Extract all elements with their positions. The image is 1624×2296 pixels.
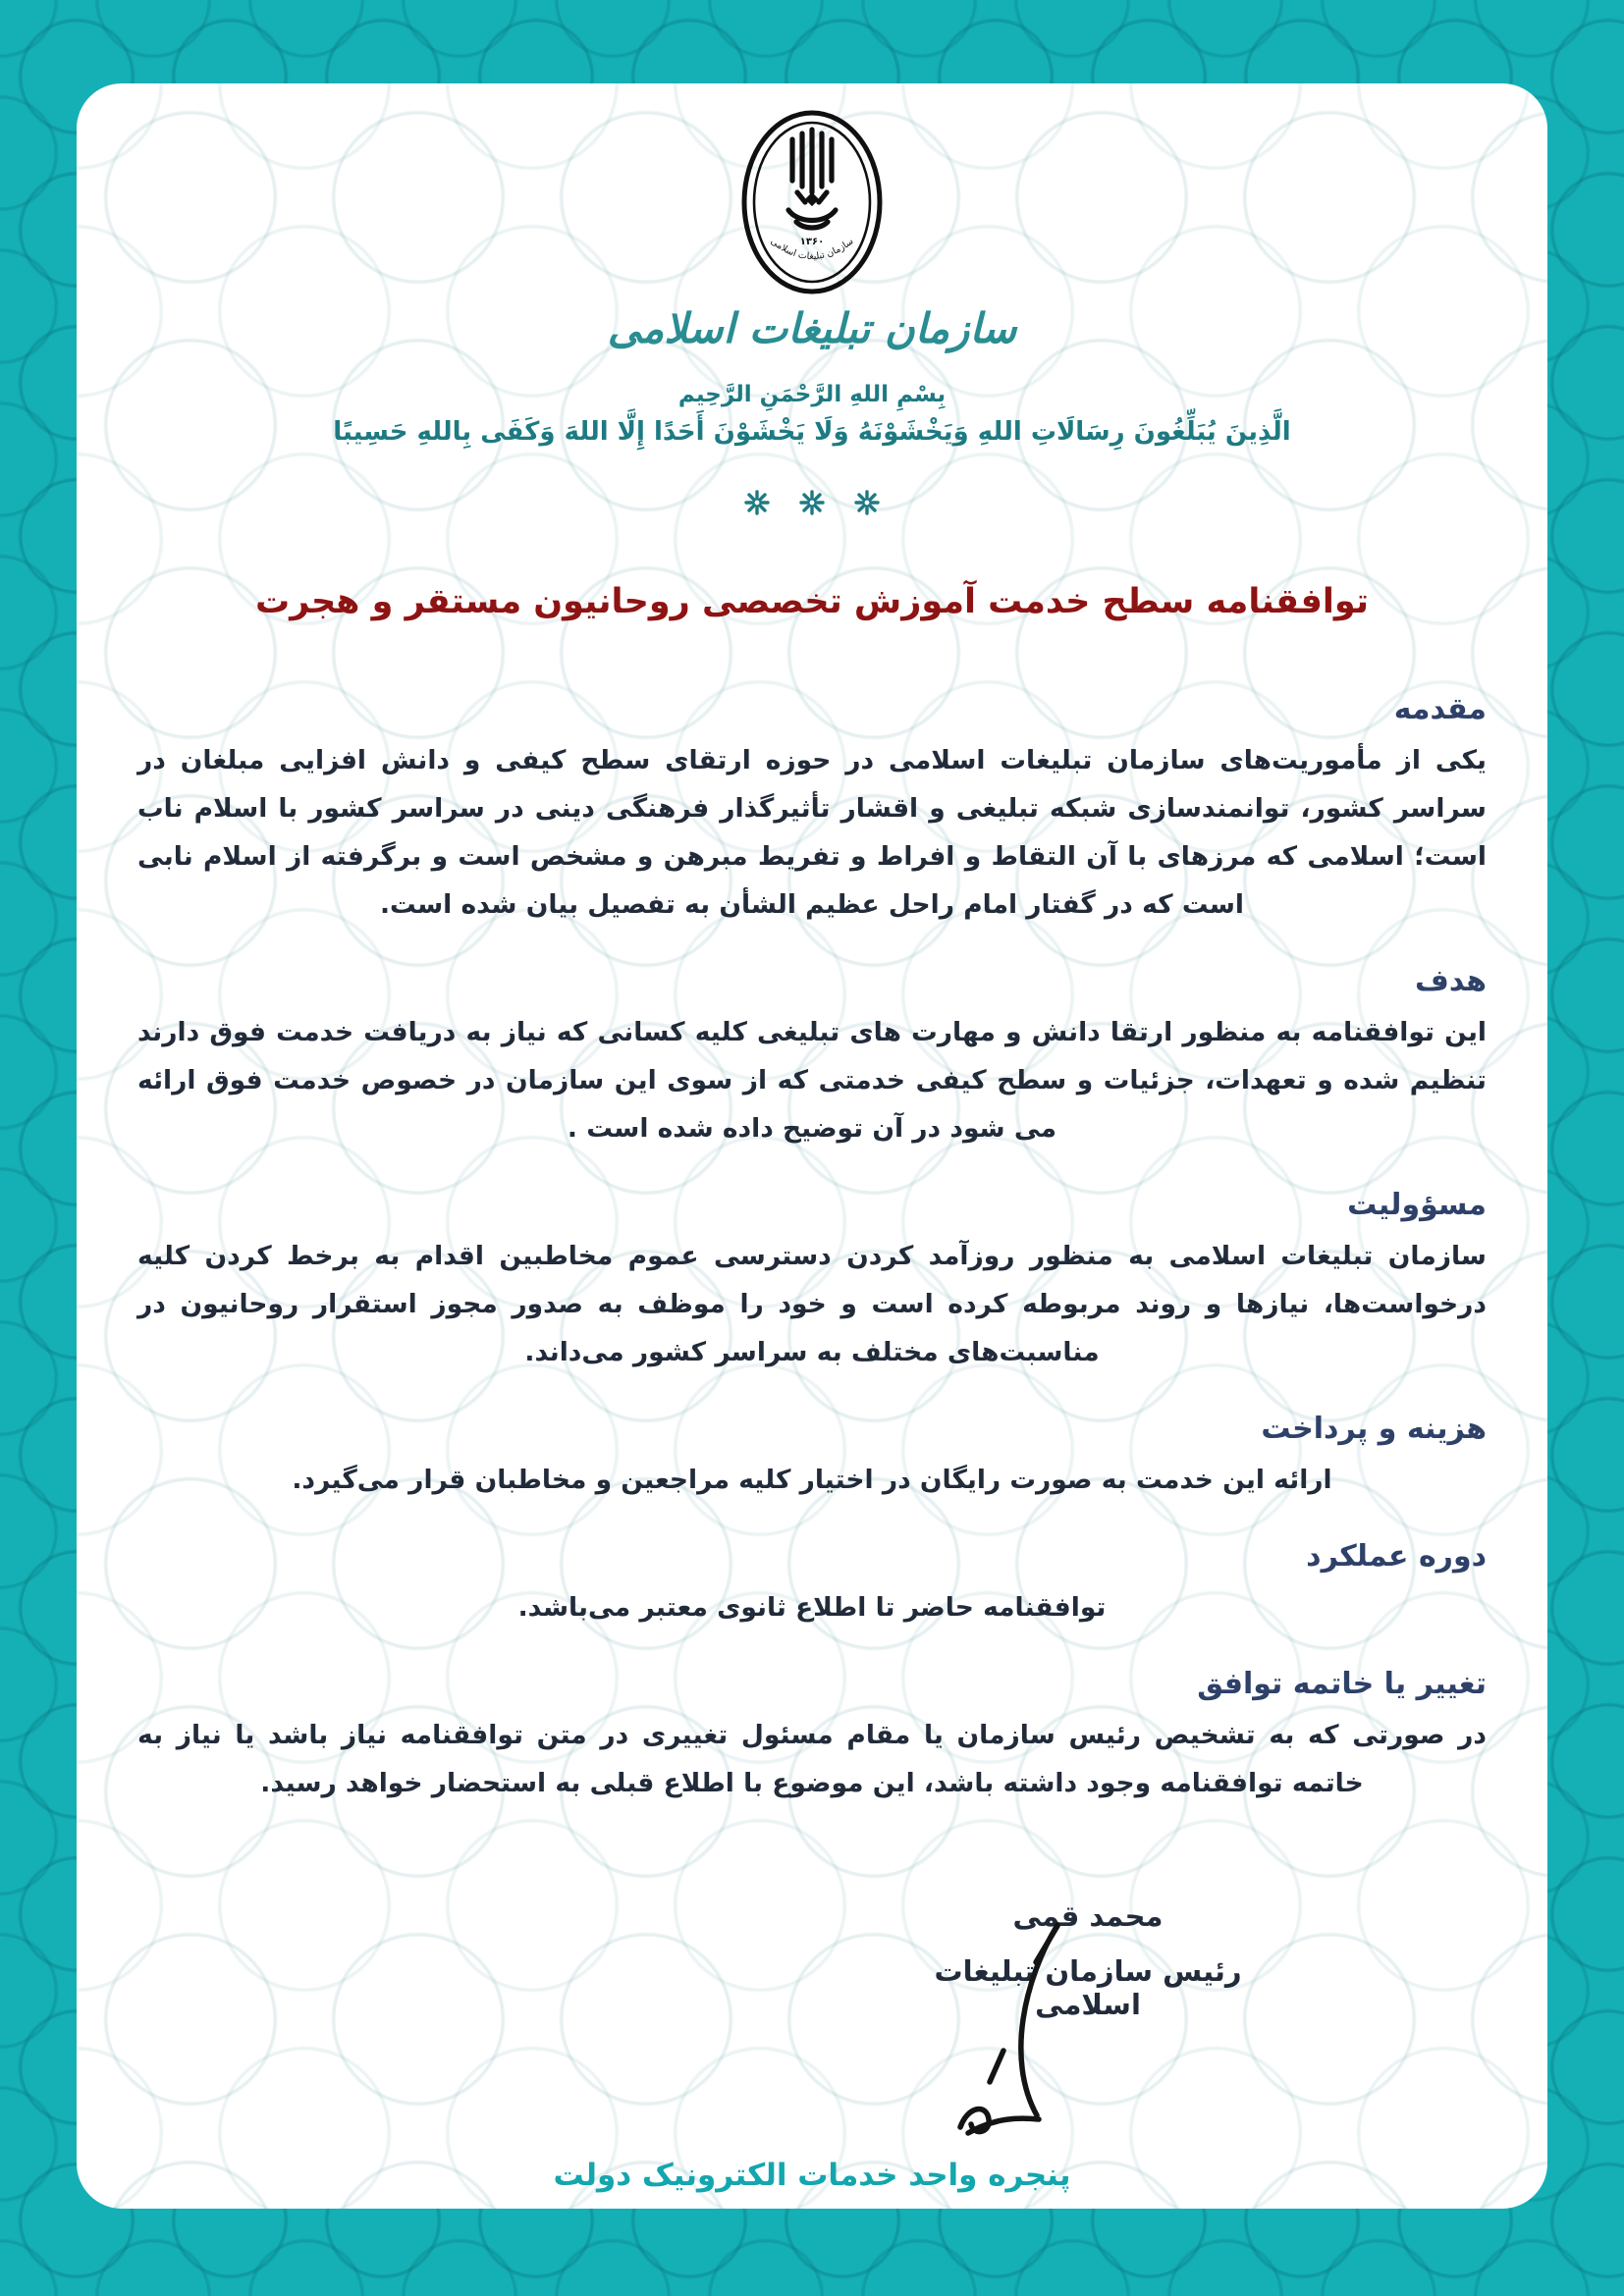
section-heading: مسؤولیت xyxy=(1347,1188,1487,1222)
footer-text: پنجره واحد خدمات الکترونیک دولت xyxy=(553,2158,1071,2193)
ornament-divider xyxy=(744,490,880,515)
section-paragraph: در صورتی که به تشخیص رئیس سازمان یا مقام مسئول تغییری در متن توافقنامه نیاز باشد یا نیاز به خاتمه توافقنامه وجود داشته باشد، این موضوع با اطلاع قبلی به استحضار خواهد رسید. xyxy=(137,1720,1487,1798)
logo-org-name: سازمان تبلیغات اسلامی xyxy=(768,236,856,263)
rosette-icon xyxy=(854,490,880,515)
section-paragraph: سازمان تبلیغات اسلامی به منظور روزآمد کردن دسترسی عموم مخاطبین اقدام به برخط کردن کلیه درخواست‌ها، نیازها و روند مربوطه کرده است و خود را موظف به صدور مجوز استقرار روحانیون در مناسبت‌های مختلف به سراسر کشور می‌داند. xyxy=(137,1241,1487,1367)
signatory-name: محمد قمی xyxy=(1012,1899,1164,1933)
bismillah-text: بِسْمِ اللهِ الرَّحْمَنِ الرَّحِيم xyxy=(677,382,947,407)
section-heading: مقدمه xyxy=(1393,692,1487,726)
rosette-icon xyxy=(799,490,825,515)
section-paragraph: توافقنامه حاضر تا اطلاع ثانوی معتبر می‌باشد. xyxy=(517,1592,1107,1623)
org-calligraphy: سازمان تبلیغات اسلامی xyxy=(607,304,1017,352)
section-goal xyxy=(137,964,1487,1152)
section-heading: تغییر یا خاتمه توافق xyxy=(1197,1667,1487,1701)
section-heading: هدف xyxy=(1415,964,1487,998)
section-heading: هزینه و پرداخت xyxy=(1261,1412,1487,1446)
signatory-role: رئیس سازمان تبلیغات اسلامی xyxy=(934,1954,1242,2021)
section-paragraph: این توافقنامه به منظور ارتقا دانش و مهارت های تبلیغی کلیه کسانی که نیاز به دریافت خدمت فوق دارند تنظیم شده و تعهدات، جزئیات و سطح کیفی خدمتی که از سوی این سازمان در خصوص خدمت فوق ارائه می شود در آن توضیح داده شده است . xyxy=(137,1017,1487,1144)
section-introduction xyxy=(137,692,1487,929)
section-responsibility xyxy=(137,1188,1487,1376)
section-paragraph: یکی از مأموریت‌های سازمان تبلیغات اسلامی در حوزه ارتقای سطح کیفی و دانش افزایی مبلغان در سراسر کشور، توانمندسازی شبکه تبلیغی و اقشار تأثیرگذار فرهنگی دینی در سراسر کشور با اسلام ناب است؛ اسلامی که مرزهای با آن التقاط و افراط و تفریط مبرهن و مشخص است و برگرفته از اسلام نابی است که در گفتار امام راحل عظیم الشأن به تفصیل بیان شده است. xyxy=(137,745,1487,920)
section-cost-payment xyxy=(137,1412,1487,1504)
document-page xyxy=(77,83,1547,2209)
handwritten-signature-icon xyxy=(939,1913,1086,2139)
section-change-termination xyxy=(137,1667,1487,1807)
section-heading: دوره عملکرد xyxy=(1306,1539,1487,1574)
logo-year: ۱۳۶۰ xyxy=(799,237,825,247)
quran-verse: الَّذِينَ يُبَلِّغُونَ رِسَالَاتِ اللهِ وَيَخْشَوْنَهُ وَلَا يَخْشَوْنَ أَحَدًا إِلَّا اللهَ وَكَفَى بِاللهِ حَسِيبًا xyxy=(333,417,1291,447)
document-title: توافقنامه سطح خدمت آموزش تخصصی روحانیون مستقر و هجرت xyxy=(255,582,1369,621)
document-body xyxy=(77,692,1547,2021)
signature-block xyxy=(882,1899,1294,2021)
section-paragraph: ارائه این خدمت به صورت رایگان در اختیار کلیه مراجعین و مخاطبان قرار می‌گیرد. xyxy=(292,1465,1332,1495)
rosette-icon xyxy=(744,490,770,515)
section-validity-period xyxy=(137,1539,1487,1631)
organization-logo-icon xyxy=(737,108,887,302)
